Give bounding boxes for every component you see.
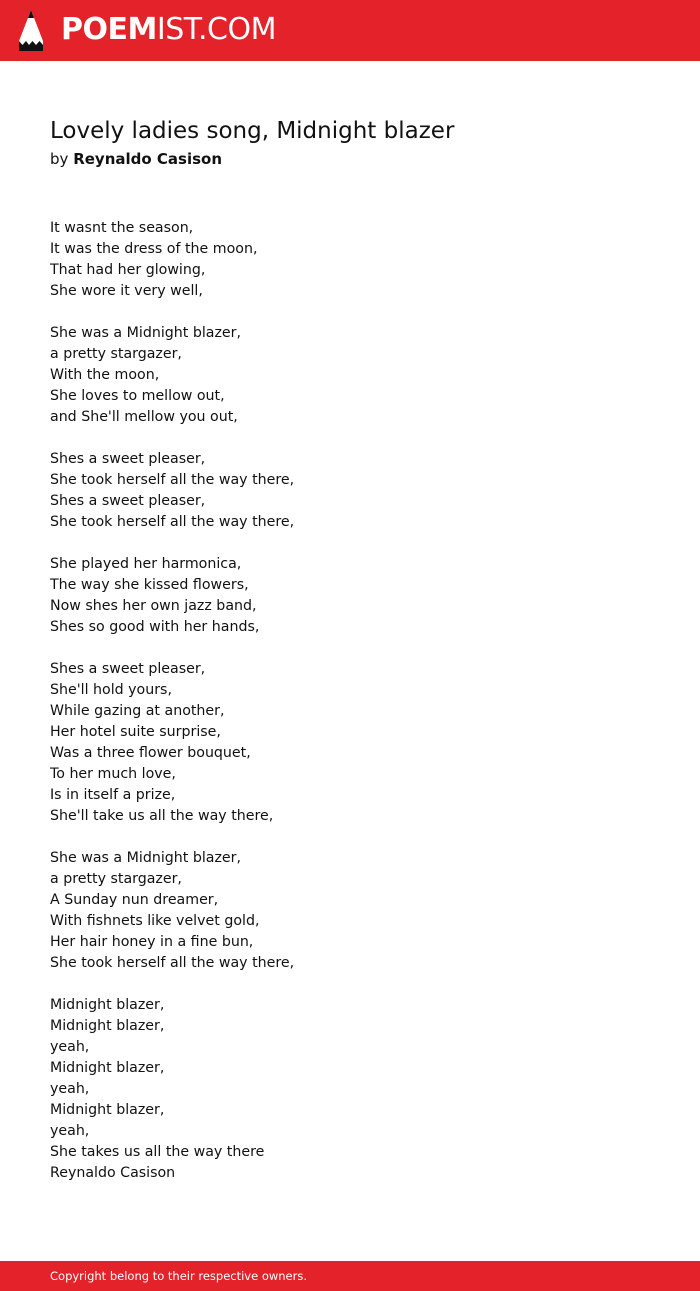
poem-line: Midnight blazer, xyxy=(50,1060,165,1076)
poem-line: Was a three flower bouquet, xyxy=(50,745,251,761)
poem-line: She takes us all the way there xyxy=(50,1144,265,1160)
poem-line: That had her glowing, xyxy=(50,262,206,278)
stanza-break xyxy=(50,638,294,659)
pencil-tip-icon[interactable] xyxy=(18,10,44,51)
poem-line: Midnight blazer, xyxy=(50,1102,165,1118)
poem-line: a pretty stargazer, xyxy=(50,346,182,362)
site-logo[interactable] xyxy=(61,12,276,48)
poem-line: Reynaldo Casison xyxy=(50,1165,176,1181)
poem-line: Her hair honey in a fine bun, xyxy=(50,934,254,950)
poem-line: Shes a sweet pleaser, xyxy=(50,451,206,467)
poem-line: yeah, xyxy=(50,1081,90,1097)
poem-line: Shes a sweet pleaser, xyxy=(50,493,206,509)
poem-line: yeah, xyxy=(50,1123,90,1139)
poem-line: While gazing at another, xyxy=(50,703,225,719)
site-footer xyxy=(0,1261,700,1291)
poem-body xyxy=(50,218,294,1184)
poem-line: It wasnt the season, xyxy=(50,220,194,236)
poem-line: Midnight blazer, xyxy=(50,997,165,1013)
byline xyxy=(50,149,222,169)
copyright-text: Copyright belong to their respective owners. xyxy=(50,1269,308,1283)
poem-line: and She'll mellow you out, xyxy=(50,409,238,425)
poem-line: Shes so good with her hands, xyxy=(50,619,260,635)
poem-line: Her hotel suite surprise, xyxy=(50,724,221,740)
stanza-break xyxy=(50,827,294,848)
stanza-break xyxy=(50,302,294,323)
site-header xyxy=(0,0,700,61)
poem-line: She played her harmonica, xyxy=(50,556,242,572)
poem-line: With fishnets like velvet gold, xyxy=(50,913,260,929)
poem-line: She loves to mellow out, xyxy=(50,388,225,404)
poem-line: Shes a sweet pleaser, xyxy=(50,661,206,677)
poem-line: She'll hold yours, xyxy=(50,682,172,698)
poem-line: yeah, xyxy=(50,1039,90,1055)
poem-line: With the moon, xyxy=(50,367,160,383)
poem-line: A Sunday nun dreamer, xyxy=(50,892,219,908)
poem-title: Lovely ladies song, Midnight blazer xyxy=(50,118,455,144)
poem-line: She took herself all the way there, xyxy=(50,514,295,530)
poem-line: She was a Midnight blazer, xyxy=(50,325,241,341)
author-name: Reynaldo Casison xyxy=(73,150,223,168)
poem-line: She took herself all the way there, xyxy=(50,472,295,488)
poem-line: She'll take us all the way there, xyxy=(50,808,274,824)
poem-line: Midnight blazer, xyxy=(50,1018,165,1034)
poem-line: Is in itself a prize, xyxy=(50,787,176,803)
poem-line: She wore it very well, xyxy=(50,283,203,299)
poem-line: She took herself all the way there, xyxy=(50,955,295,971)
byline-prefix: by xyxy=(50,150,69,168)
logo-bold-text: POEM xyxy=(61,12,157,47)
stanza-break xyxy=(50,974,294,995)
poem-line: Now shes her own jazz band, xyxy=(50,598,257,614)
poem-line: It was the dress of the moon, xyxy=(50,241,258,257)
poem-line: To her much love, xyxy=(50,766,176,782)
stanza-break xyxy=(50,428,294,449)
poem-line: The way she kissed flowers, xyxy=(50,577,249,593)
poem-line: She was a Midnight blazer, xyxy=(50,850,241,866)
logo-light-text: IST.COM xyxy=(156,12,276,47)
poem-line: a pretty stargazer, xyxy=(50,871,182,887)
stanza-break xyxy=(50,533,294,554)
